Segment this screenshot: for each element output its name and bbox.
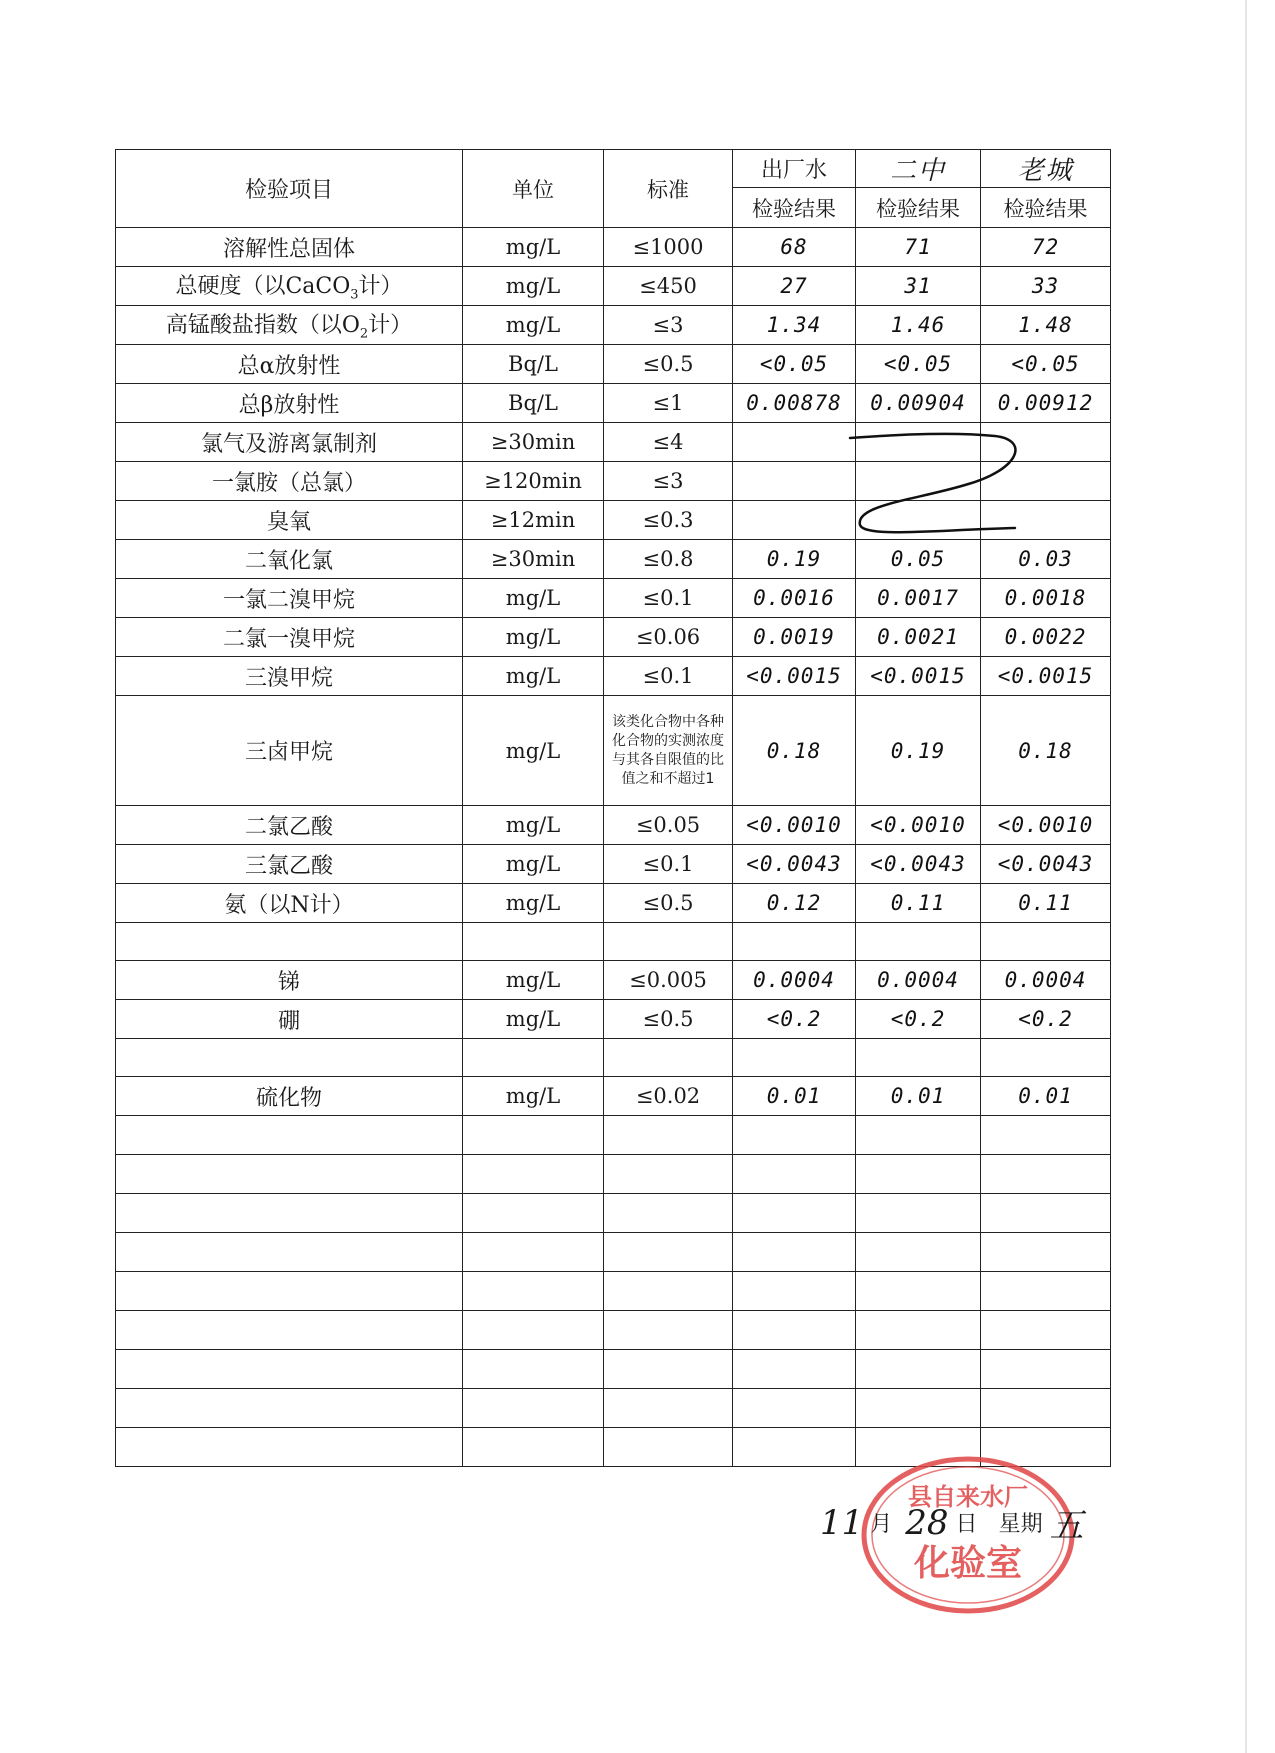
empty-row <box>116 1311 1111 1350</box>
empty-cell <box>856 1428 981 1467</box>
empty-cell <box>116 1311 463 1350</box>
item-standard <box>604 923 733 961</box>
result-site-3: 0.03 <box>981 540 1111 579</box>
header-result-3: 检验结果 <box>981 188 1111 228</box>
item-standard: ≤0.1 <box>604 845 733 884</box>
result-site-3: 0.18 <box>981 696 1111 806</box>
item-unit: mg/L <box>463 696 604 806</box>
item-unit <box>463 1039 604 1077</box>
table-row <box>116 423 1111 462</box>
item-standard: ≤0.5 <box>604 1000 733 1039</box>
empty-cell <box>463 1233 604 1272</box>
item-unit: ≥30min <box>463 423 604 462</box>
empty-cell <box>733 1389 856 1428</box>
empty-cell <box>116 1428 463 1467</box>
item-standard: ≤1000 <box>604 228 733 267</box>
item-unit: mg/L <box>463 228 604 267</box>
result-site-2: 71 <box>856 228 981 267</box>
result-site-2 <box>856 1039 981 1077</box>
header-row <box>116 150 1111 188</box>
item-unit: mg/L <box>463 884 604 923</box>
result-site-3: 0.0004 <box>981 961 1111 1000</box>
item-name <box>116 306 463 345</box>
empty-cell <box>463 1155 604 1194</box>
empty-cell <box>463 1350 604 1389</box>
item-name: 氨（以N计） <box>116 884 463 923</box>
empty-cell <box>604 1350 733 1389</box>
date-weekday-value: 五 <box>1049 1506 1084 1546</box>
empty-cell <box>604 1428 733 1467</box>
result-site-2 <box>856 423 981 462</box>
header-site-3: 老城 <box>981 150 1111 188</box>
empty-cell <box>604 1272 733 1311</box>
empty-cell <box>604 1194 733 1233</box>
item-name <box>116 923 463 961</box>
item-unit: mg/L <box>463 806 604 845</box>
empty-cell <box>981 1389 1111 1428</box>
item-standard: ≤0.06 <box>604 618 733 657</box>
result-site-3: 0.11 <box>981 884 1111 923</box>
result-site-2: 0.05 <box>856 540 981 579</box>
result-site-1 <box>733 923 856 961</box>
result-site-1: <0.0015 <box>733 657 856 696</box>
svg-text:化验室: 化验室 <box>913 1543 1023 1584</box>
result-site-2: 0.11 <box>856 884 981 923</box>
item-name: 二氯一溴甲烷 <box>116 618 463 657</box>
empty-cell <box>604 1311 733 1350</box>
empty-cell <box>733 1350 856 1389</box>
svg-text:县自来水厂: 县自来水厂 <box>908 1483 1028 1511</box>
item-unit: mg/L <box>463 657 604 696</box>
result-site-3 <box>981 462 1111 501</box>
empty-cell <box>733 1155 856 1194</box>
result-site-3 <box>981 923 1111 961</box>
item-name: 三氯乙酸 <box>116 845 463 884</box>
standard-note: 该类化合物中各种化合物的实测浓度与其各自限值的比值之和不超过1 <box>612 713 724 787</box>
empty-cell <box>463 1311 604 1350</box>
empty-row <box>116 1389 1111 1428</box>
result-site-1 <box>733 1039 856 1077</box>
empty-cell <box>733 1272 856 1311</box>
item-name-part: 3 <box>350 287 359 303</box>
item-unit <box>463 923 604 961</box>
result-site-2: <0.0010 <box>856 806 981 845</box>
table-row <box>116 618 1111 657</box>
item-name-part: 计） <box>358 274 403 300</box>
item-name: 溶解性总固体 <box>116 228 463 267</box>
report-date <box>820 1498 1084 1547</box>
header-item: 检验项目 <box>116 150 463 228</box>
result-site-1: 0.01 <box>733 1077 856 1116</box>
table-row <box>116 923 1111 961</box>
empty-cell <box>604 1116 733 1155</box>
empty-cell <box>116 1389 463 1428</box>
header-unit: 单位 <box>463 150 604 228</box>
empty-cell <box>856 1233 981 1272</box>
item-name-part: 总硬度（以CaCO <box>175 274 351 300</box>
empty-cell <box>604 1155 733 1194</box>
item-standard: ≤3 <box>604 306 733 345</box>
date-month-label: 月 <box>870 1512 893 1537</box>
empty-row <box>116 1194 1111 1233</box>
table-row <box>116 961 1111 1000</box>
result-site-2: <0.0015 <box>856 657 981 696</box>
table-row <box>116 845 1111 884</box>
item-standard: ≤0.5 <box>604 884 733 923</box>
result-site-1: 27 <box>733 267 856 306</box>
result-site-3 <box>981 423 1111 462</box>
empty-cell <box>463 1194 604 1233</box>
result-site-2: 0.0004 <box>856 961 981 1000</box>
table-row <box>116 806 1111 845</box>
item-standard: ≤0.1 <box>604 657 733 696</box>
empty-cell <box>733 1233 856 1272</box>
empty-cell <box>733 1311 856 1350</box>
item-unit: ≥12min <box>463 501 604 540</box>
result-site-3 <box>981 1039 1111 1077</box>
item-standard: ≤0.005 <box>604 961 733 1000</box>
date-month-value: 11 <box>820 1502 864 1543</box>
empty-cell <box>981 1350 1111 1389</box>
item-standard: ≤0.3 <box>604 501 733 540</box>
result-site-3: 0.01 <box>981 1077 1111 1116</box>
empty-cell <box>116 1350 463 1389</box>
item-standard: ≤0.5 <box>604 345 733 384</box>
water-quality-table <box>115 149 1111 1467</box>
result-site-1: 1.34 <box>733 306 856 345</box>
result-site-2: 0.0017 <box>856 579 981 618</box>
header-result-2: 检验结果 <box>856 188 981 228</box>
table-row <box>116 579 1111 618</box>
item-standard: ≤0.1 <box>604 579 733 618</box>
empty-cell <box>604 1389 733 1428</box>
table-row <box>116 1077 1111 1116</box>
empty-cell <box>981 1194 1111 1233</box>
result-site-3: 72 <box>981 228 1111 267</box>
result-site-2: 0.01 <box>856 1077 981 1116</box>
result-site-1: <0.0043 <box>733 845 856 884</box>
result-site-1: <0.05 <box>733 345 856 384</box>
result-site-3: <0.05 <box>981 345 1111 384</box>
header-result-1: 检验结果 <box>733 188 856 228</box>
result-site-1: <0.2 <box>733 1000 856 1039</box>
result-site-3: 0.00912 <box>981 384 1111 423</box>
empty-row <box>116 1116 1111 1155</box>
result-site-1 <box>733 423 856 462</box>
table-row <box>116 384 1111 423</box>
item-unit: mg/L <box>463 1077 604 1116</box>
empty-row <box>116 1233 1111 1272</box>
empty-cell <box>604 1233 733 1272</box>
result-site-2: <0.0043 <box>856 845 981 884</box>
table-row <box>116 1039 1111 1077</box>
result-site-2: <0.2 <box>856 1000 981 1039</box>
result-site-3: 0.0018 <box>981 579 1111 618</box>
date-day-label: 日 <box>955 1512 978 1537</box>
table-row <box>116 501 1111 540</box>
table-row <box>116 657 1111 696</box>
result-site-2: 0.19 <box>856 696 981 806</box>
result-site-1: 0.00878 <box>733 384 856 423</box>
empty-row <box>116 1428 1111 1467</box>
result-site-2: <0.05 <box>856 345 981 384</box>
result-site-1 <box>733 501 856 540</box>
item-unit: mg/L <box>463 845 604 884</box>
table-row <box>116 462 1111 501</box>
result-site-1: 0.0019 <box>733 618 856 657</box>
date-weekday-label: 星期 <box>998 1512 1043 1537</box>
item-standard: ≤3 <box>604 462 733 501</box>
empty-row <box>116 1350 1111 1389</box>
empty-cell <box>463 1428 604 1467</box>
table-row <box>116 540 1111 579</box>
item-standard: ≤0.02 <box>604 1077 733 1116</box>
item-standard: ≤0.05 <box>604 806 733 845</box>
item-name: 臭氧 <box>116 501 463 540</box>
result-site-2 <box>856 462 981 501</box>
item-unit: mg/L <box>463 579 604 618</box>
table-row <box>116 345 1111 384</box>
result-site-3: <0.0015 <box>981 657 1111 696</box>
empty-cell <box>116 1116 463 1155</box>
empty-cell <box>856 1311 981 1350</box>
item-unit: Bq/L <box>463 384 604 423</box>
result-site-3: 33 <box>981 267 1111 306</box>
table-row <box>116 306 1111 345</box>
page-edge <box>1245 0 1247 1753</box>
empty-cell <box>116 1272 463 1311</box>
item-unit: ≥120min <box>463 462 604 501</box>
result-site-3: <0.2 <box>981 1000 1111 1039</box>
empty-cell <box>116 1233 463 1272</box>
result-site-2 <box>856 923 981 961</box>
header-site-1: 出厂水 <box>733 150 856 188</box>
result-site-1: 0.18 <box>733 696 856 806</box>
empty-cell <box>856 1350 981 1389</box>
item-name: 锑 <box>116 961 463 1000</box>
table-row <box>116 1000 1111 1039</box>
item-name: 总α放射性 <box>116 345 463 384</box>
item-unit: mg/L <box>463 618 604 657</box>
table-row <box>116 267 1111 306</box>
empty-cell <box>116 1155 463 1194</box>
item-name-part: 高锰酸盐指数（以O <box>165 313 360 339</box>
item-name: 二氯乙酸 <box>116 806 463 845</box>
empty-cell <box>463 1272 604 1311</box>
empty-cell <box>856 1155 981 1194</box>
empty-cell <box>981 1428 1111 1467</box>
empty-cell <box>981 1311 1111 1350</box>
empty-row <box>116 1272 1111 1311</box>
table-row <box>116 696 1111 806</box>
empty-cell <box>463 1116 604 1155</box>
table-row <box>116 228 1111 267</box>
result-site-3: <0.0043 <box>981 845 1111 884</box>
empty-row <box>116 1155 1111 1194</box>
result-site-2: 0.00904 <box>856 384 981 423</box>
result-site-1: 0.19 <box>733 540 856 579</box>
item-standard: ≤1 <box>604 384 733 423</box>
item-name: 二氧化氯 <box>116 540 463 579</box>
table-row <box>116 884 1111 923</box>
result-site-3: 1.48 <box>981 306 1111 345</box>
item-name-part: 计） <box>368 313 413 339</box>
result-site-1: 68 <box>733 228 856 267</box>
item-unit: mg/L <box>463 1000 604 1039</box>
empty-cell <box>116 1194 463 1233</box>
empty-cell <box>981 1233 1111 1272</box>
item-name: 总β放射性 <box>116 384 463 423</box>
result-site-2: 1.46 <box>856 306 981 345</box>
item-name: 硼 <box>116 1000 463 1039</box>
empty-cell <box>981 1116 1111 1155</box>
item-name: 一氯二溴甲烷 <box>116 579 463 618</box>
result-site-1: 0.0004 <box>733 961 856 1000</box>
header-site-2: 二中 <box>856 150 981 188</box>
result-site-3: 0.0022 <box>981 618 1111 657</box>
result-site-1: <0.0010 <box>733 806 856 845</box>
result-site-1: 0.0016 <box>733 579 856 618</box>
item-unit: mg/L <box>463 267 604 306</box>
result-site-2 <box>856 501 981 540</box>
empty-cell <box>733 1428 856 1467</box>
empty-cell <box>856 1194 981 1233</box>
header-standard: 标准 <box>604 150 733 228</box>
date-day-value: 28 <box>905 1502 949 1543</box>
item-unit: mg/L <box>463 961 604 1000</box>
empty-cell <box>463 1389 604 1428</box>
empty-cell <box>981 1272 1111 1311</box>
empty-cell <box>733 1194 856 1233</box>
item-standard <box>604 1039 733 1077</box>
item-standard: ≤4 <box>604 423 733 462</box>
item-name: 一氯胺（总氯） <box>116 462 463 501</box>
result-site-1 <box>733 462 856 501</box>
item-unit: mg/L <box>463 306 604 345</box>
item-standard: ≤0.8 <box>604 540 733 579</box>
result-site-2: 0.0021 <box>856 618 981 657</box>
item-name: 三卤甲烷 <box>116 696 463 806</box>
item-name: 硫化物 <box>116 1077 463 1116</box>
result-site-3 <box>981 501 1111 540</box>
empty-cell <box>856 1272 981 1311</box>
item-name: 三溴甲烷 <box>116 657 463 696</box>
item-name-part: 2 <box>359 326 369 342</box>
item-name <box>116 267 463 306</box>
empty-cell <box>981 1155 1111 1194</box>
empty-cell <box>733 1116 856 1155</box>
item-name: 氯气及游离氯制剂 <box>116 423 463 462</box>
result-site-3: <0.0010 <box>981 806 1111 845</box>
result-site-2: 31 <box>856 267 981 306</box>
result-site-1: 0.12 <box>733 884 856 923</box>
item-standard: ≤450 <box>604 267 733 306</box>
item-unit: ≥30min <box>463 540 604 579</box>
item-name <box>116 1039 463 1077</box>
item-unit: Bq/L <box>463 345 604 384</box>
empty-cell <box>856 1389 981 1428</box>
item-standard <box>604 696 733 806</box>
empty-cell <box>856 1116 981 1155</box>
